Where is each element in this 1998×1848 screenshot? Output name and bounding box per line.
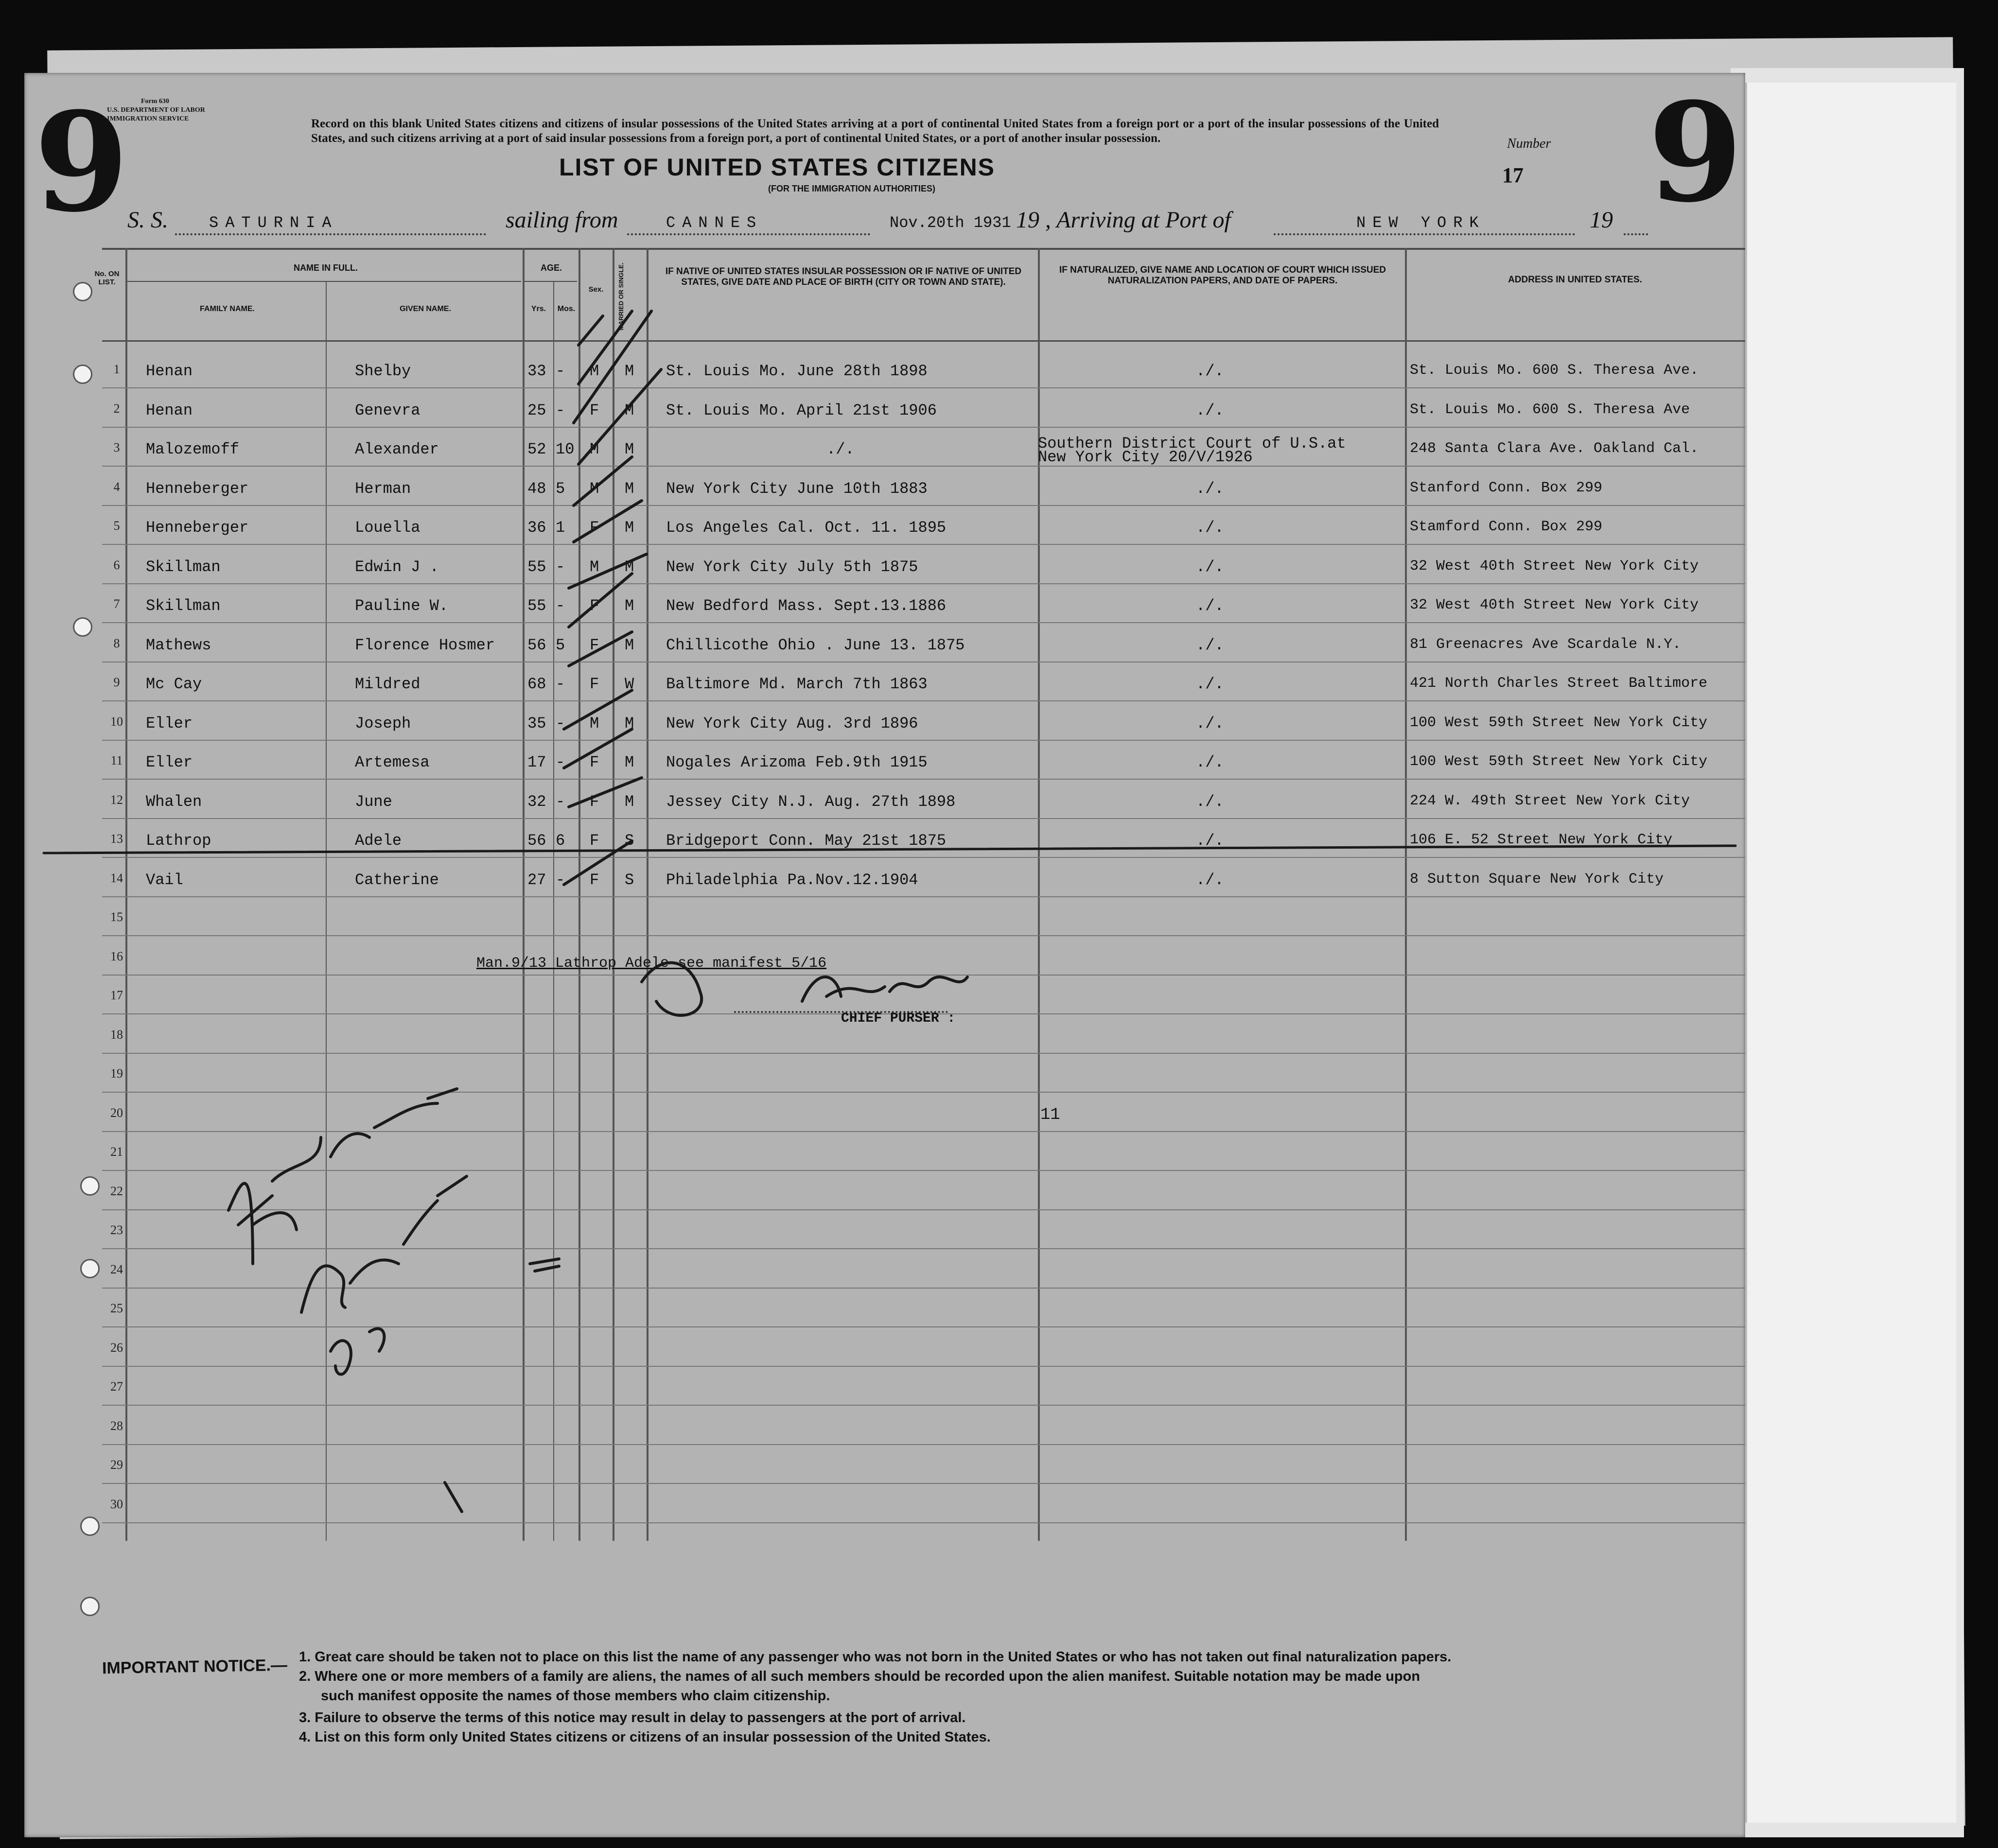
given-name-cell: Mildred xyxy=(355,675,421,693)
notice-item-2: 2. Where one or more members of a family are aliens, the names of all such members should be recorded upon the alien manifest. Suitable notation may be made upon xyxy=(299,1669,1420,1684)
family-name-cell: Malozemoff xyxy=(146,440,240,458)
header-mos: Mos. xyxy=(557,305,576,313)
naturalization-cell: ./. xyxy=(1196,636,1224,654)
address-cell: 421 North Charles Street Baltimore xyxy=(1410,675,1708,692)
age-months-cell: 5 xyxy=(556,479,565,498)
address-cell: 32 West 40th Street New York City xyxy=(1410,597,1699,613)
naturalization-cell: ./. xyxy=(1196,558,1224,576)
sex-cell: F xyxy=(590,519,599,537)
marital-status-cell: M xyxy=(625,753,634,771)
given-name-cell: June xyxy=(355,792,392,811)
given-name-cell: Catherine xyxy=(355,871,439,889)
family-name-cell: Henneberger xyxy=(146,519,249,537)
line-number: 23 xyxy=(110,1223,123,1237)
sex-cell: M xyxy=(590,479,599,498)
age-months-cell: 6 xyxy=(556,832,565,850)
age-years-cell: 48 xyxy=(527,479,546,498)
age-years-cell: 32 xyxy=(527,792,546,811)
port-of-departure: CANNES xyxy=(666,214,763,232)
manifest-cross-reference-note: Man.9/13 Lathrop Adele see manifest 5/16 xyxy=(476,955,827,972)
naturalization-cell: ./. xyxy=(1196,401,1224,419)
age-years-cell: 56 xyxy=(527,832,546,850)
marital-status-cell: S xyxy=(625,832,634,850)
family-name-cell: Henan xyxy=(146,362,193,380)
marital-status-cell: M xyxy=(625,519,634,537)
given-name-cell: Genevra xyxy=(355,401,421,419)
line-number: 6 xyxy=(113,558,120,572)
line-number: 17 xyxy=(110,988,123,1002)
naturalization-cell-line-2: New York City 20/V/1926 xyxy=(1038,448,1253,466)
naturalization-cell: ./. xyxy=(1196,792,1224,811)
line-number: 12 xyxy=(110,792,123,807)
given-name-cell: Shelby xyxy=(355,362,411,380)
birth-place-date-cell: New York City July 5th 1875 xyxy=(666,558,918,576)
line-number: 30 xyxy=(110,1497,123,1511)
naturalization-cell: ./. xyxy=(1196,597,1224,615)
naturalization-cell: ./. xyxy=(1196,753,1224,771)
sex-cell: F xyxy=(590,675,599,693)
family-name-cell: Skillman xyxy=(146,558,221,576)
age-months-cell: - xyxy=(556,753,565,771)
age-years-cell: 35 xyxy=(527,714,546,732)
line-number: 28 xyxy=(110,1418,123,1433)
address-cell: St. Louis Mo. 600 S. Theresa Ave. xyxy=(1410,362,1699,379)
naturalization-cell: ./. xyxy=(1196,675,1224,693)
age-months-cell: - xyxy=(556,871,565,889)
given-name-cell: Pauline W. xyxy=(355,597,449,615)
given-name-cell: Louella xyxy=(355,519,421,537)
line-number: 26 xyxy=(110,1340,123,1355)
birth-place-date-cell: ./. xyxy=(826,440,855,458)
age-months-cell: - xyxy=(556,401,565,419)
age-months-cell: - xyxy=(556,675,565,693)
line-number: 22 xyxy=(110,1184,123,1198)
punch-hole xyxy=(73,617,92,637)
header-name-in-full: NAME IN FULL. xyxy=(294,263,358,273)
year-label-2: 19 xyxy=(1590,207,1613,233)
marital-status-cell: M xyxy=(625,362,634,380)
family-name-cell: Whalen xyxy=(146,792,202,811)
age-years-cell: 52 xyxy=(527,440,546,458)
age-months-cell: 5 xyxy=(556,636,565,654)
arriving-label: , Arriving at Port of xyxy=(1045,207,1231,233)
naturalization-cell: ./. xyxy=(1196,871,1224,889)
record-instructions: Record on this blank United States citizens and citizens of insular possessions of the United States arriving at a port of continental United States from a foreign port or a port of the insular possessions of the United States, and such citizens arriving at a port of said insular possessions from a foreign port, a port of continental United States, or a port of another insular possession. xyxy=(311,117,1439,145)
notice-item-4: 4. List on this form only United States citizens or citizens of an insular possession of the United States. xyxy=(299,1729,991,1745)
marital-status-cell: M xyxy=(625,440,634,458)
age-months-cell: 1 xyxy=(556,519,565,537)
birth-place-date-cell: New York City Aug. 3rd 1896 xyxy=(666,714,918,732)
marital-status-cell: M xyxy=(625,479,634,498)
naturalization-cell: Southern District Court of U.S.at xyxy=(1038,435,1346,453)
naturalization-cell: ./. xyxy=(1196,519,1224,537)
family-name-cell: Mc Cay xyxy=(146,675,202,693)
header-yrs: Yrs. xyxy=(531,305,546,313)
address-cell: 81 Greenacres Ave Scardale N.Y. xyxy=(1410,636,1682,653)
given-name-cell: Joseph xyxy=(355,714,411,732)
header-naturalization: IF NATURALIZED, GIVE NAME AND LOCATION OF COURT WHICH ISSUED NATURALIZATION PAPERS, AND DATE OF PAPERS. xyxy=(1059,265,1386,286)
address-cell: 224 W. 49th Street New York City xyxy=(1410,792,1690,809)
address-cell: Stamford Conn. Box 299 xyxy=(1410,519,1603,535)
birth-place-date-cell: Philadelphia Pa.Nov.12.1904 xyxy=(666,871,918,889)
birth-place-date-cell: Jessey City N.J. Aug. 27th 1898 xyxy=(666,792,956,811)
line-number: 14 xyxy=(110,871,123,885)
address-cell: 248 Santa Clara Ave. Oakland Cal. xyxy=(1410,440,1699,457)
form-number: Form 630 xyxy=(141,98,169,105)
age-months-cell: - xyxy=(556,362,565,380)
age-years-cell: 36 xyxy=(527,519,546,537)
header-given-name: GIVEN NAME. xyxy=(400,305,451,313)
punch-hole xyxy=(80,1176,100,1196)
marital-status-cell: W xyxy=(625,675,634,693)
sex-cell: M xyxy=(590,558,599,576)
age-years-cell: 55 xyxy=(527,558,546,576)
sex-cell: F xyxy=(590,871,599,889)
age-years-cell: 27 xyxy=(527,871,546,889)
birth-place-date-cell: St. Louis Mo. June 28th 1898 xyxy=(666,362,928,380)
family-name-cell: Eller xyxy=(146,753,193,771)
number-label: Number xyxy=(1507,136,1551,151)
line-number: 29 xyxy=(110,1458,123,1472)
year-label-1: 19 xyxy=(1016,207,1039,233)
page-title: LIST OF UNITED STATES CITIZENS xyxy=(559,154,996,181)
sex-cell: F xyxy=(590,636,599,654)
page-subtitle: (FOR THE IMMIGRATION AUTHORITIES) xyxy=(768,184,935,193)
family-name-cell: Skillman xyxy=(146,597,221,615)
sex-cell: M xyxy=(590,362,599,380)
line-number: 25 xyxy=(110,1301,123,1315)
marital-status-cell: M xyxy=(625,558,634,576)
punch-hole xyxy=(80,1597,100,1616)
sheet-number-right: 9 xyxy=(1648,73,1743,233)
marital-status-cell: M xyxy=(625,401,634,419)
family-name-cell: Henneberger xyxy=(146,479,249,498)
department-label: U.S. DEPARTMENT OF LABOR xyxy=(107,106,205,114)
line-number: 15 xyxy=(110,910,123,924)
line-number: 1 xyxy=(113,362,120,376)
marital-status-cell: S xyxy=(625,871,634,889)
age-months-cell: - xyxy=(556,714,565,732)
birth-place-date-cell: Los Angeles Cal. Oct. 11. 1895 xyxy=(666,519,946,537)
tally-count: 11 xyxy=(1040,1106,1060,1124)
given-name-cell: Adele xyxy=(355,832,402,850)
notice-item-3: 3. Failure to observe the terms of this notice may result in delay to passengers at the port of arrival. xyxy=(299,1710,966,1726)
family-name-cell: Henan xyxy=(146,401,193,419)
birth-place-date-cell: New York City June 10th 1883 xyxy=(666,479,928,498)
marital-status-cell: M xyxy=(625,792,634,811)
line-number: 9 xyxy=(113,675,120,689)
given-name-cell: Alexander xyxy=(355,440,439,458)
sex-cell: M xyxy=(590,714,599,732)
sex-cell: F xyxy=(590,401,599,419)
naturalization-cell: ./. xyxy=(1196,362,1224,380)
line-number: 4 xyxy=(113,479,120,494)
marital-status-cell: M xyxy=(625,597,634,615)
line-number: 24 xyxy=(110,1262,123,1276)
service-label: IMMIGRATION SERVICE xyxy=(107,115,189,122)
birth-place-date-cell: Baltimore Md. March 7th 1863 xyxy=(666,675,928,693)
address-cell: 8 Sutton Square New York City xyxy=(1410,871,1664,888)
header-age: AGE. xyxy=(540,263,562,273)
birth-place-date-cell: St. Louis Mo. April 21st 1906 xyxy=(666,401,937,419)
line-number: 5 xyxy=(113,519,120,533)
punch-hole xyxy=(73,282,92,301)
given-name-cell: Florence Hosmer xyxy=(355,636,495,654)
marital-status-cell: M xyxy=(625,636,634,654)
line-number: 8 xyxy=(113,636,120,650)
family-name-cell: Vail xyxy=(146,871,183,889)
line-number: 7 xyxy=(113,597,120,611)
line-number: 10 xyxy=(110,714,123,729)
notice-heading: IMPORTANT NOTICE.— xyxy=(102,1656,288,1678)
naturalization-cell: ./. xyxy=(1196,832,1224,850)
punch-hole xyxy=(80,1517,100,1536)
sailing-from-label: sailing from xyxy=(506,207,618,233)
address-cell: Stanford Conn. Box 299 xyxy=(1410,479,1603,496)
punch-hole xyxy=(80,1259,100,1278)
line-number: 2 xyxy=(113,401,120,416)
line-number: 3 xyxy=(113,440,120,454)
header-address: ADDRESS IN UNITED STATES. xyxy=(1508,275,1642,285)
line-number: 21 xyxy=(110,1145,123,1159)
age-years-cell: 17 xyxy=(527,753,546,771)
notice-item-2-cont: such manifest opposite the names of those members who claim citizenship. xyxy=(321,1688,830,1704)
chief-purser-label: CHIEF PURSER : xyxy=(841,1011,956,1026)
address-cell: 100 West 59th Street New York City xyxy=(1410,714,1708,731)
birth-place-date-cell: Nogales Arizoma Feb.9th 1915 xyxy=(666,753,928,771)
sex-cell: F xyxy=(590,792,599,811)
age-months-cell: - xyxy=(556,558,565,576)
age-months-cell: - xyxy=(556,597,565,615)
number-value: 17 xyxy=(1502,163,1524,187)
family-name-cell: Lathrop xyxy=(146,832,211,850)
address-cell: 32 West 40th Street New York City xyxy=(1410,558,1699,575)
family-name-cell: Eller xyxy=(146,714,193,732)
age-years-cell: 33 xyxy=(527,362,546,380)
header-place-of-birth: IF NATIVE OF UNITED STATES INSULAR POSSESSION OR IF NATIVE OF UNITED STATES, GIVE DATE AND PLACE OF BIRTH (CITY OR TOWN AND STATE). xyxy=(665,266,1022,287)
line-number: 16 xyxy=(110,949,123,963)
notice-item-1: 1. Great care should be taken not to place on this list the name of any passenger who was not born in the United States or who has not taken out final naturalization papers. xyxy=(299,1649,1452,1665)
punch-hole xyxy=(73,365,92,384)
port-of-arrival: NEW YORK xyxy=(1356,214,1486,232)
line-number: 18 xyxy=(110,1027,123,1042)
address-cell: 106 E. 52 Street New York City xyxy=(1410,832,1673,848)
ss-label: S. S. xyxy=(127,207,168,233)
sheet-number-left: 9 xyxy=(34,83,129,243)
sex-cell: F xyxy=(590,597,599,615)
line-number: 20 xyxy=(110,1105,123,1120)
age-months-cell: - xyxy=(556,792,565,811)
header-married-or-single: MARRIED OR SINGLE. xyxy=(617,262,625,331)
line-number: 11 xyxy=(110,753,123,767)
line-number: 13 xyxy=(110,832,123,846)
age-years-cell: 25 xyxy=(527,401,546,419)
age-years-cell: 56 xyxy=(527,636,546,654)
header-no-on-list: No. ON LIST. xyxy=(94,270,120,286)
naturalization-cell: ./. xyxy=(1196,714,1224,732)
sex-cell: M xyxy=(590,440,599,458)
header-family-name: FAMILY NAME. xyxy=(200,305,255,313)
line-number: 27 xyxy=(110,1379,123,1394)
sex-cell: F xyxy=(590,832,599,850)
given-name-cell: Edwin J . xyxy=(355,558,439,576)
given-name-cell: Herman xyxy=(355,479,411,498)
ship-name: SATURNIA xyxy=(209,214,338,232)
family-name-cell: Mathews xyxy=(146,636,211,654)
naturalization-cell: ./. xyxy=(1196,479,1224,498)
given-name-cell: Artemesa xyxy=(355,753,430,771)
age-years-cell: 55 xyxy=(527,597,546,615)
birth-place-date-cell: Bridgeport Conn. May 21st 1875 xyxy=(666,832,946,850)
header-sex: Sex. xyxy=(588,285,604,294)
sex-cell: F xyxy=(590,753,599,771)
birth-place-date-cell: Chillicothe Ohio . June 13. 1875 xyxy=(666,636,965,654)
address-cell: 100 West 59th Street New York City xyxy=(1410,753,1708,770)
marital-status-cell: M xyxy=(625,714,634,732)
age-months-cell: 10 xyxy=(556,440,575,458)
birth-place-date-cell: New Bedford Mass. Sept.13.1886 xyxy=(666,597,946,615)
line-number: 19 xyxy=(110,1066,123,1081)
sailing-date: Nov.20th 1931 xyxy=(890,214,1011,232)
address-cell: St. Louis Mo. 600 S. Theresa Ave xyxy=(1410,401,1690,418)
age-years-cell: 68 xyxy=(527,675,546,693)
